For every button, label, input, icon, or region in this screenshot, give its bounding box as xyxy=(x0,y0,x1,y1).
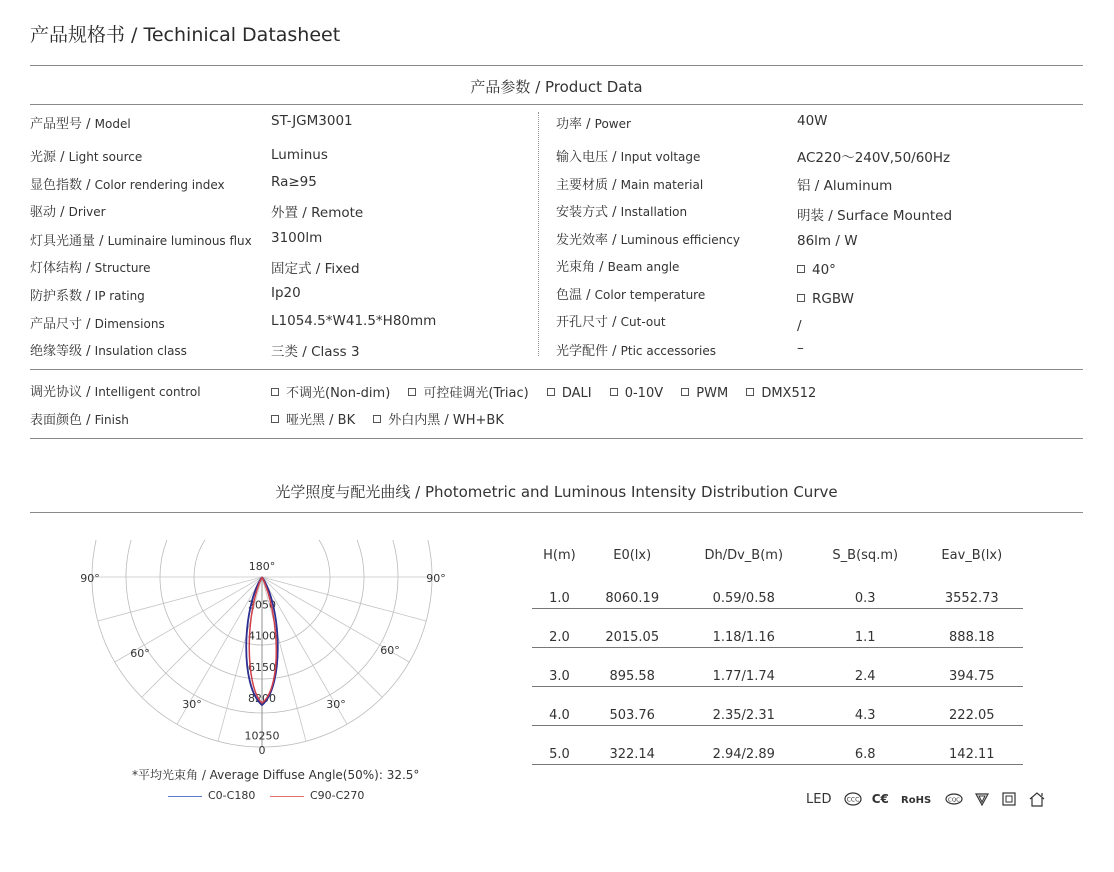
table-cell: 888.18 xyxy=(921,609,1023,648)
svg-text:CQC: CQC xyxy=(948,797,961,804)
grid-ray xyxy=(142,577,262,697)
table-row xyxy=(532,609,1023,648)
svg-text:CCC: CCC xyxy=(846,796,859,804)
angle-label: 30° xyxy=(326,698,346,711)
radial-label: 4100 xyxy=(248,629,276,643)
option-pwm[interactable]: PWM xyxy=(681,386,728,401)
checkbox-icon xyxy=(271,415,279,423)
table-header-row xyxy=(532,540,1023,570)
spec-label: 产品型号 / Model xyxy=(30,117,131,132)
spec-label: 显色指数 / Color rendering index xyxy=(30,178,225,193)
spec-value: RGBW xyxy=(797,291,854,307)
divider xyxy=(30,369,1083,370)
polar-diagram xyxy=(60,520,460,770)
class-triangle-icon xyxy=(975,793,989,806)
checkbox-icon xyxy=(408,388,416,396)
led-mark: LED xyxy=(806,791,832,807)
table-cell: 394.75 xyxy=(921,648,1023,687)
spec-label: 光源 / Light source xyxy=(30,150,143,165)
spec-value: 三类 / Class 3 xyxy=(271,344,360,360)
table-cell: 3.0 xyxy=(532,648,587,687)
spec-label: 发光效率 / Luminous efficiency xyxy=(556,233,740,248)
spec-label: 主要材质 / Main material xyxy=(556,178,704,193)
checkbox-icon xyxy=(547,388,555,396)
control-options xyxy=(271,382,816,401)
checkbox-icon xyxy=(797,265,805,273)
spec-value: 固定式 / Fixed xyxy=(271,261,360,277)
table-cell: 0.59/0.58 xyxy=(678,570,810,609)
ccc-icon xyxy=(844,792,862,806)
spec-value: Luminus xyxy=(271,147,328,163)
grid-ray xyxy=(262,577,382,697)
checkbox-icon xyxy=(746,388,754,396)
spec-value: 铝 / Aluminum xyxy=(797,178,893,194)
spec-value: 86lm / W xyxy=(797,233,858,249)
checkbox-icon xyxy=(373,415,381,423)
illuminance-table xyxy=(532,540,1023,765)
option-dmx512[interactable]: DMX512 xyxy=(746,386,816,401)
col-h: H(m) xyxy=(543,547,576,563)
spec-label: 安装方式 / Installation xyxy=(556,205,688,220)
house-icon xyxy=(1028,791,1046,807)
spec-value: 40W xyxy=(797,113,828,129)
radial-label: 8200 xyxy=(248,692,276,706)
spec-value: 明装 / Surface Mounted xyxy=(797,208,953,224)
option-bk[interactable]: 哑光黑 / BK xyxy=(271,413,355,428)
spec-label: 产品尺寸 / Dimensions xyxy=(30,317,165,332)
control-label: 调光协议 / Intelligent control xyxy=(30,385,201,400)
table-cell: 0.3 xyxy=(810,570,921,609)
spec-value: 外置 / Remote xyxy=(271,205,364,221)
spec-label: 灯体结构 / Structure xyxy=(30,261,151,276)
table-cell: 2.0 xyxy=(532,609,587,648)
finish-options xyxy=(271,409,504,428)
certifications xyxy=(806,791,1046,807)
spec-label: 功率 / Power xyxy=(556,117,631,132)
checkbox-icon xyxy=(271,388,279,396)
spec-label: 色温 / Color temperature xyxy=(556,288,706,303)
spec-label: 绝缘等级 / Insulation class xyxy=(30,344,187,359)
divider xyxy=(30,65,1083,66)
divider xyxy=(30,512,1083,513)
divider xyxy=(30,438,1083,439)
table-cell: 2015.05 xyxy=(587,609,678,648)
table-cell: 222.05 xyxy=(921,687,1023,726)
table-cell: 2.94/2.89 xyxy=(678,726,810,765)
col-s: S_B(sq.m) xyxy=(832,547,899,563)
table-cell: 142.11 xyxy=(921,726,1023,765)
option-non-dim[interactable]: 不调光(Non-dim) xyxy=(271,386,390,401)
radial-label: 10250 xyxy=(244,729,280,743)
spec-value: L1054.5*W41.5*H80mm xyxy=(271,313,437,329)
grid-ray xyxy=(98,577,262,621)
legend-c90: C90-C270 xyxy=(270,789,364,802)
angle-label: 30° xyxy=(182,698,202,711)
table-row xyxy=(532,648,1023,687)
table-cell: 503.76 xyxy=(587,687,678,726)
spec-value: ST-JGM3001 xyxy=(271,113,353,129)
table-cell: 8060.19 xyxy=(587,570,678,609)
table-row xyxy=(532,726,1023,765)
radial-label: 2050 xyxy=(248,598,276,612)
angle-label: 90° xyxy=(80,572,100,585)
spec-value: Ra≥95 xyxy=(271,174,317,190)
legend-line-c90 xyxy=(270,796,304,797)
spec-label: 灯具光通量 / Luminaire luminous flux xyxy=(30,234,252,249)
angle-label: 90° xyxy=(426,572,446,585)
angle-label: 0 xyxy=(258,744,266,757)
rohs-icon: RoHS xyxy=(901,794,932,806)
table-cell: 1.1 xyxy=(810,609,921,648)
table-cell: 322.14 xyxy=(587,726,678,765)
table-cell: 895.58 xyxy=(587,648,678,687)
option-wh-bk[interactable]: 外白内黑 / WH+BK xyxy=(373,413,504,428)
angle-label: 180° xyxy=(248,560,276,573)
ccc2-icon xyxy=(945,793,963,805)
col-eav: Eav_B(lx) xyxy=(941,547,1003,563)
table-cell: 4.0 xyxy=(532,687,587,726)
spec-value: 3100lm xyxy=(271,230,323,246)
angle-label: 60° xyxy=(130,647,150,660)
spec-label: 输入电压 / Input voltage xyxy=(556,150,701,165)
class-square-icon xyxy=(1002,792,1016,806)
spec-label: 防护系数 / IP rating xyxy=(30,289,145,304)
spec-label: 开孔尺寸 / Cut-out xyxy=(556,315,666,330)
radial-label: 6150 xyxy=(248,660,276,674)
finish-label: 表面颜色 / Finish xyxy=(30,413,129,428)
checkbox-icon xyxy=(681,388,689,396)
table-cell: 2.4 xyxy=(810,648,921,687)
table-cell: 6.8 xyxy=(810,726,921,765)
spec-value: AC220～240V,50/60Hz xyxy=(797,150,951,166)
table-cell: 1.0 xyxy=(532,570,587,609)
angle-label: 60° xyxy=(380,644,400,657)
option-triac[interactable]: 可控硅调光(Triac) xyxy=(408,386,528,401)
spec-label: 光束角 / Beam angle xyxy=(556,260,680,275)
column-divider xyxy=(538,112,539,356)
col-dh-dv: Dh/Dv_B(m) xyxy=(704,547,784,563)
spec-label: 光学配件 / Ptic accessories xyxy=(556,344,717,359)
beam-angle-note: *平均光束角 / Average Diffuse Angle(50%): 32.5° xyxy=(132,768,420,782)
spec-value: Ip20 xyxy=(271,285,301,301)
table-cell: 3552.73 xyxy=(921,570,1023,609)
legend-line-c0 xyxy=(168,796,202,797)
option-dali[interactable]: DALI xyxy=(547,386,592,401)
ce-icon: C€ xyxy=(871,791,889,806)
page-title: 产品规格书 / Techinical Datasheet xyxy=(30,24,341,46)
photometric-title: 光学照度与配光曲线 / Photometric and Luminous Intensity Distribution Curve xyxy=(275,483,838,501)
table-cell: 5.0 xyxy=(532,726,587,765)
table-cell: 2.35/2.31 xyxy=(678,687,810,726)
spec-value: / xyxy=(797,318,802,334)
spec-value: 40° xyxy=(797,262,836,278)
product-data-title: 产品参数 / Product Data xyxy=(470,78,643,96)
table-row xyxy=(532,687,1023,726)
legend-c0: C0-C180 xyxy=(168,789,255,802)
divider xyxy=(30,104,1083,105)
grid-ray xyxy=(262,577,426,621)
spec-label: 驱动 / Driver xyxy=(30,205,106,220)
col-e0: E0(lx) xyxy=(613,547,652,563)
spec-value: – xyxy=(797,340,804,356)
table-cell: 1.18/1.16 xyxy=(678,609,810,648)
checkbox-icon xyxy=(797,294,805,302)
checkbox-icon xyxy=(610,388,618,396)
option-0-10v[interactable]: 0-10V xyxy=(610,386,663,401)
table-cell: 4.3 xyxy=(810,687,921,726)
table-cell: 1.77/1.74 xyxy=(678,648,810,687)
table-row xyxy=(532,570,1023,609)
